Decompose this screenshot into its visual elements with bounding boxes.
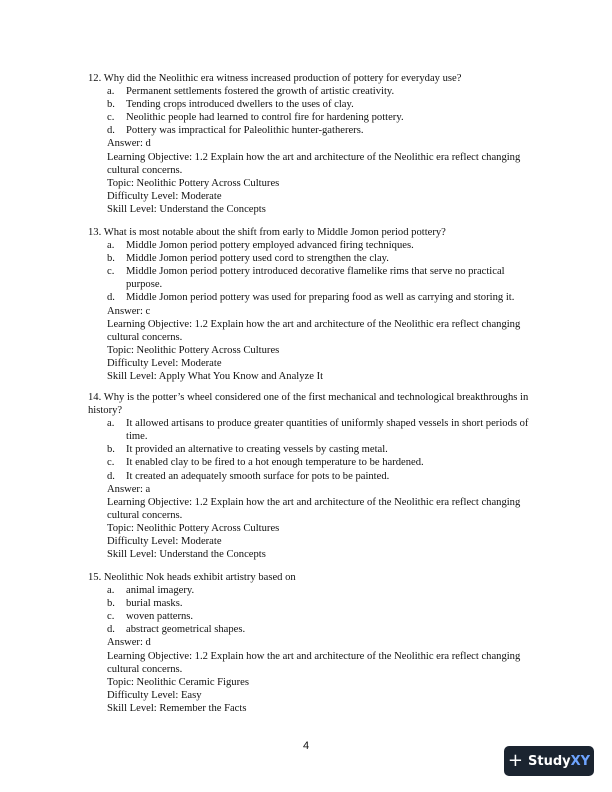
option-a [88, 417, 540, 443]
option-c [88, 610, 540, 623]
option-text: Middle Jomon period pottery was used for preparing food as well as carrying and storing it. [126, 292, 515, 304]
option-letter: a. [107, 86, 115, 98]
option-a [88, 239, 540, 252]
badge-brand-xy: XY [570, 753, 591, 769]
option-a [88, 85, 540, 98]
option-letter: d. [107, 125, 115, 137]
option-text: It allowed artisans to produce greater quantities of uniformly shaped vessels in short periods of time. [126, 418, 529, 443]
answer-options [88, 239, 540, 304]
difficulty-level: Difficulty Level: Moderate [107, 357, 222, 369]
option-letter: b. [107, 598, 115, 610]
option-text: Middle Jomon period pottery employed advanced firing techniques. [126, 240, 414, 252]
skill-level: Skill Level: Remember the Facts [107, 702, 247, 714]
topic: Topic: Neolithic Pottery Across Cultures [107, 522, 280, 534]
learning-objective: Learning Objective: 1.2 Explain how the art and architecture of the Neolithic era reflect changing cultural concerns. [107, 650, 521, 675]
badge-brand-study: Study [528, 753, 571, 769]
learning-objective: Learning Objective: 1.2 Explain how the art and architecture of the Neolithic era reflect changing cultural concerns. [107, 151, 521, 176]
option-text: woven patterns. [126, 611, 194, 623]
option-letter: d. [107, 292, 115, 304]
question-13 [88, 226, 540, 383]
question-stem: 15. Neolithic Nok heads exhibit artistry based on [88, 572, 296, 583]
option-text: abstract geometrical shapes. [126, 624, 246, 636]
option-letter: c. [107, 266, 115, 278]
option-c [88, 265, 540, 291]
option-c [88, 456, 540, 469]
option-letter: c. [107, 611, 115, 623]
answer: Answer: d [107, 637, 151, 649]
option-b [88, 443, 540, 456]
option-d [88, 291, 540, 304]
option-text: Pottery was impractical for Paleolithic hunter-gatherers. [126, 125, 364, 137]
option-text: Middle Jomon period pottery introduced decorative flamelike rims that serve no practical purpose. [126, 266, 505, 291]
studyxy-badge[interactable] [504, 746, 594, 776]
option-letter: a. [107, 585, 115, 597]
difficulty-level: Difficulty Level: Moderate [107, 190, 222, 202]
option-letter: b. [107, 444, 115, 456]
skill-level: Skill Level: Understand the Concepts [107, 203, 266, 215]
option-letter: c. [107, 457, 115, 469]
difficulty-level: Difficulty Level: Easy [107, 689, 202, 701]
option-b [88, 98, 540, 111]
question-14 [88, 391, 540, 561]
plus-icon: + [507, 750, 524, 771]
difficulty-level: Difficulty Level: Moderate [107, 536, 222, 548]
badge-brand [528, 754, 590, 769]
option-letter: a. [107, 240, 115, 252]
topic: Topic: Neolithic Ceramic Figures [107, 676, 249, 688]
option-a [88, 584, 540, 597]
option-b [88, 597, 540, 610]
option-text: animal imagery. [126, 585, 195, 597]
option-letter: d. [107, 470, 115, 482]
option-d [88, 470, 540, 483]
option-text: It created an adequately smooth surface for pots to be painted. [126, 470, 390, 482]
skill-level: Skill Level: Understand the Concepts [107, 549, 266, 561]
answer: Answer: a [107, 483, 151, 495]
topic: Topic: Neolithic Pottery Across Cultures [107, 177, 280, 189]
option-d [88, 124, 540, 137]
learning-objective: Learning Objective: 1.2 Explain how the art and architecture of the Neolithic era reflect changing cultural concerns. [107, 318, 521, 343]
option-text: Permanent settlements fostered the growth of artistic creativity. [126, 86, 395, 98]
answer-options [88, 417, 540, 482]
topic: Topic: Neolithic Pottery Across Cultures [107, 344, 280, 356]
option-text: Neolithic people had learned to control fire for hardening pottery. [126, 112, 404, 124]
option-letter: a. [107, 418, 115, 430]
question-stem: 12. Why did the Neolithic era witness increased production of pottery for everyday use? [88, 73, 462, 84]
option-b [88, 252, 540, 265]
skill-level: Skill Level: Apply What You Know and Analyze It [107, 371, 324, 383]
option-letter: c. [107, 112, 115, 124]
answer: Answer: c [107, 305, 151, 317]
question-15 [88, 571, 540, 715]
question-stem: 14. Why is the potter’s wheel considered one of the first mechanical and technological breakthroughs in history? [88, 392, 529, 417]
question-stem: 13. What is most notable about the shift from early to Middle Jomon period pottery? [88, 227, 446, 238]
option-text: burial masks. [126, 598, 183, 610]
answer-options [88, 85, 540, 137]
option-c [88, 111, 540, 124]
option-letter: d. [107, 624, 115, 636]
option-letter: b. [107, 99, 115, 111]
answer: Answer: d [107, 138, 151, 150]
option-d [88, 623, 540, 636]
option-text: Tending crops introduced dwellers to the uses of clay. [126, 99, 354, 111]
option-letter: b. [107, 253, 115, 265]
learning-objective: Learning Objective: 1.2 Explain how the art and architecture of the Neolithic era reflect changing cultural concerns. [107, 496, 521, 521]
option-text: It enabled clay to be fired to a hot enough temperature to be hardened. [126, 457, 424, 469]
option-text: Middle Jomon period pottery used cord to strengthen the clay. [126, 253, 389, 265]
question-12 [88, 72, 540, 216]
page-number: 4 [302, 740, 310, 752]
answer-options [88, 584, 540, 636]
option-text: It provided an alternative to creating vessels by casting metal. [126, 444, 388, 456]
